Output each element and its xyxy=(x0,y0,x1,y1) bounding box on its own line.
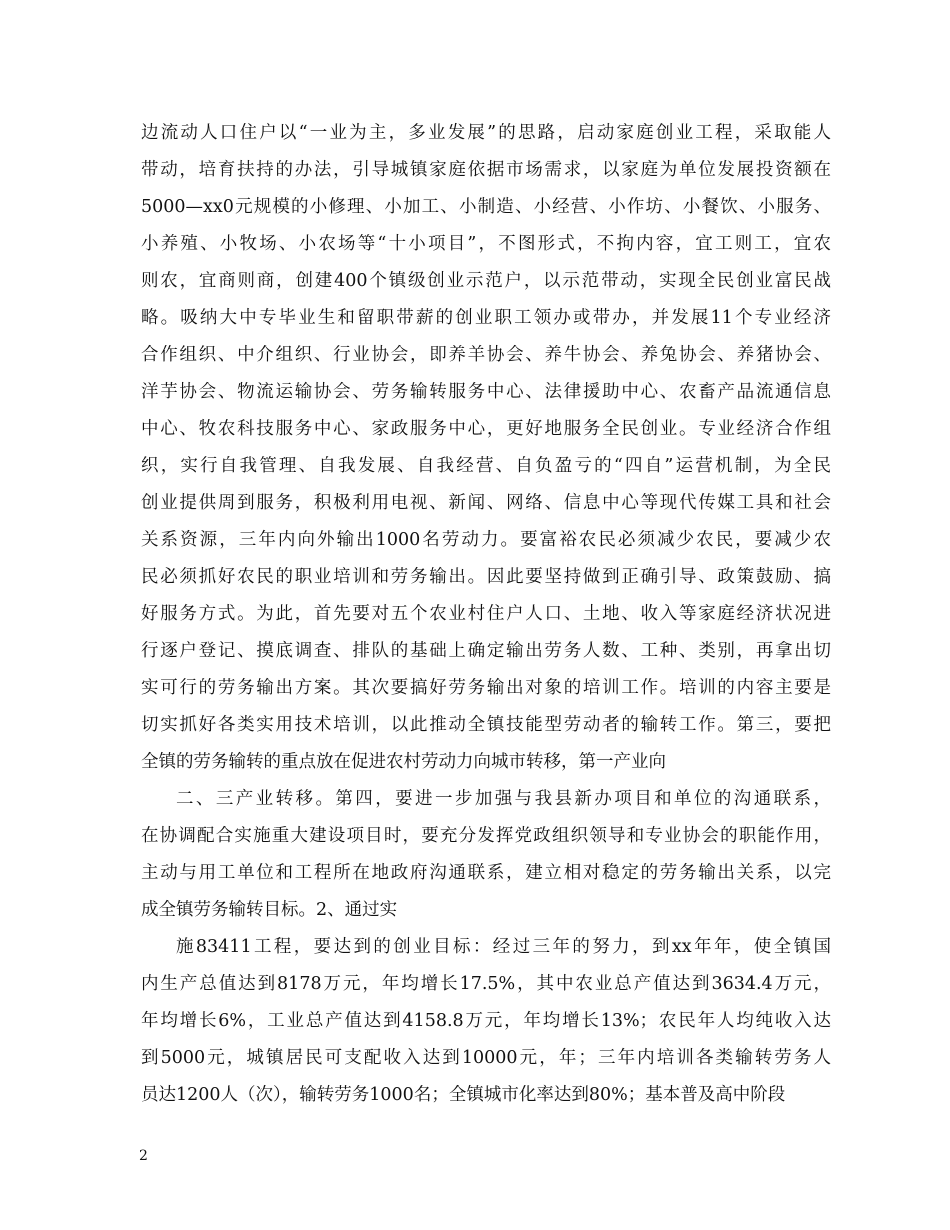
text-line: 则农，宜商则商，创建400个镇级创业示范户，以示范带动，实现全民创业富民战 xyxy=(141,271,831,291)
text-line: 行逐户登记、摸底调查、排队的基础上确定输出劳务人数、工种、类别，再拿出切 xyxy=(141,641,831,661)
text-line: 洋芋协会、物流运输协会、劳务输转服务中心、法律援助中心、农畜产品流通信息 xyxy=(141,382,831,402)
text-line: 全镇的劳务输转的重点放在促进农村劳动力向城市转移，第一产业向 xyxy=(141,752,666,772)
text-line: 到5000元，城镇居民可支配收入达到10000元，年；三年内培训各类输转劳务人 xyxy=(141,1048,831,1068)
text-line: 中心、牧农科技服务中心、家政服务中心，更好地服务全民创业。专业经济合作组 xyxy=(141,419,831,439)
text-line: 在协调配合实施重大建设项目时，要充分发挥党政组织领导和专业协会的职能作用， xyxy=(141,826,831,846)
text-line: 实可行的劳务输出方案。其次要搞好劳务输出对象的培训工作。培训的内容主要是 xyxy=(141,678,831,698)
text-line: 成全镇劳务输转目标。2、通过实 xyxy=(141,900,398,920)
text-line: 主动与用工单位和工程所在地政府沟通联系，建立相对稳定的劳务输出关系，以完 xyxy=(141,863,831,883)
text-line: 年均增长6%，工业总产值达到4158.8万元，年均增长13%；农民年人均纯收入达 xyxy=(141,1011,831,1031)
text-line: 合作组织、中介组织、行业协会，即养羊协会、养牛协会、养兔协会、养猪协会、 xyxy=(141,345,831,365)
text-line: 织，实行自我管理、自我发展、自我经营、自负盈亏的“四自”运营机制，为全民 xyxy=(141,456,831,476)
text-line: 民必须抓好农民的职业培训和劳务输出。因此要坚持做到正确引导、政策鼓励、搞 xyxy=(141,567,831,587)
body-text xyxy=(141,115,831,1114)
text-line: 5000—xx0元规模的小修理、小加工、小制造、小经营、小作坊、小餐饮、小服务、 xyxy=(141,197,831,217)
text-line: 边流动人口住户以“一业为主，多业发展”的思路，启动家庭创业工程，采取能人 xyxy=(141,123,831,143)
text-line: 小养殖、小牧场、小农场等“十小项目”，不图形式，不拘内容，宜工则工，宜农 xyxy=(141,234,831,254)
text-line: 施83411工程，要达到的创业目标：经过三年的努力，到xx年年，使全镇国 xyxy=(176,937,831,957)
page-number: 2 xyxy=(139,1148,148,1164)
text-line: 关系资源，三年内向外输出1000名劳动力。要富裕农民必须减少农民，要减少农 xyxy=(141,530,831,550)
text-line: 带动，培育扶持的办法，引导城镇家庭依据市场需求，以家庭为单位发展投资额在 xyxy=(141,160,831,180)
text-line: 切实抓好各类实用技术培训，以此推动全镇技能型劳动者的输转工作。第三，要把 xyxy=(141,715,831,735)
text-line: 员达1200人（次），输转劳务1000名；全镇城市化率达到80%；基本普及高中阶段 xyxy=(141,1085,786,1105)
text-line: 创业提供周到服务，积极利用电视、新闻、网络、信息中心等现代传媒工具和社会 xyxy=(141,493,831,513)
text-line: 二、三产业转移。第四，要进一步加强与我县新办项目和单位的沟通联系， xyxy=(176,789,831,809)
text-line: 略。吸纳大中专毕业生和留职带薪的创业职工领办或带办，并发展11个专业经济 xyxy=(141,308,831,328)
text-line: 内生产总值达到8178万元，年均增长17.5%，其中农业总产值达到3634.4万元， xyxy=(141,974,831,994)
text-line: 好服务方式。为此，首先要对五个农业村住户人口、土地、收入等家庭经济状况进 xyxy=(141,604,831,624)
